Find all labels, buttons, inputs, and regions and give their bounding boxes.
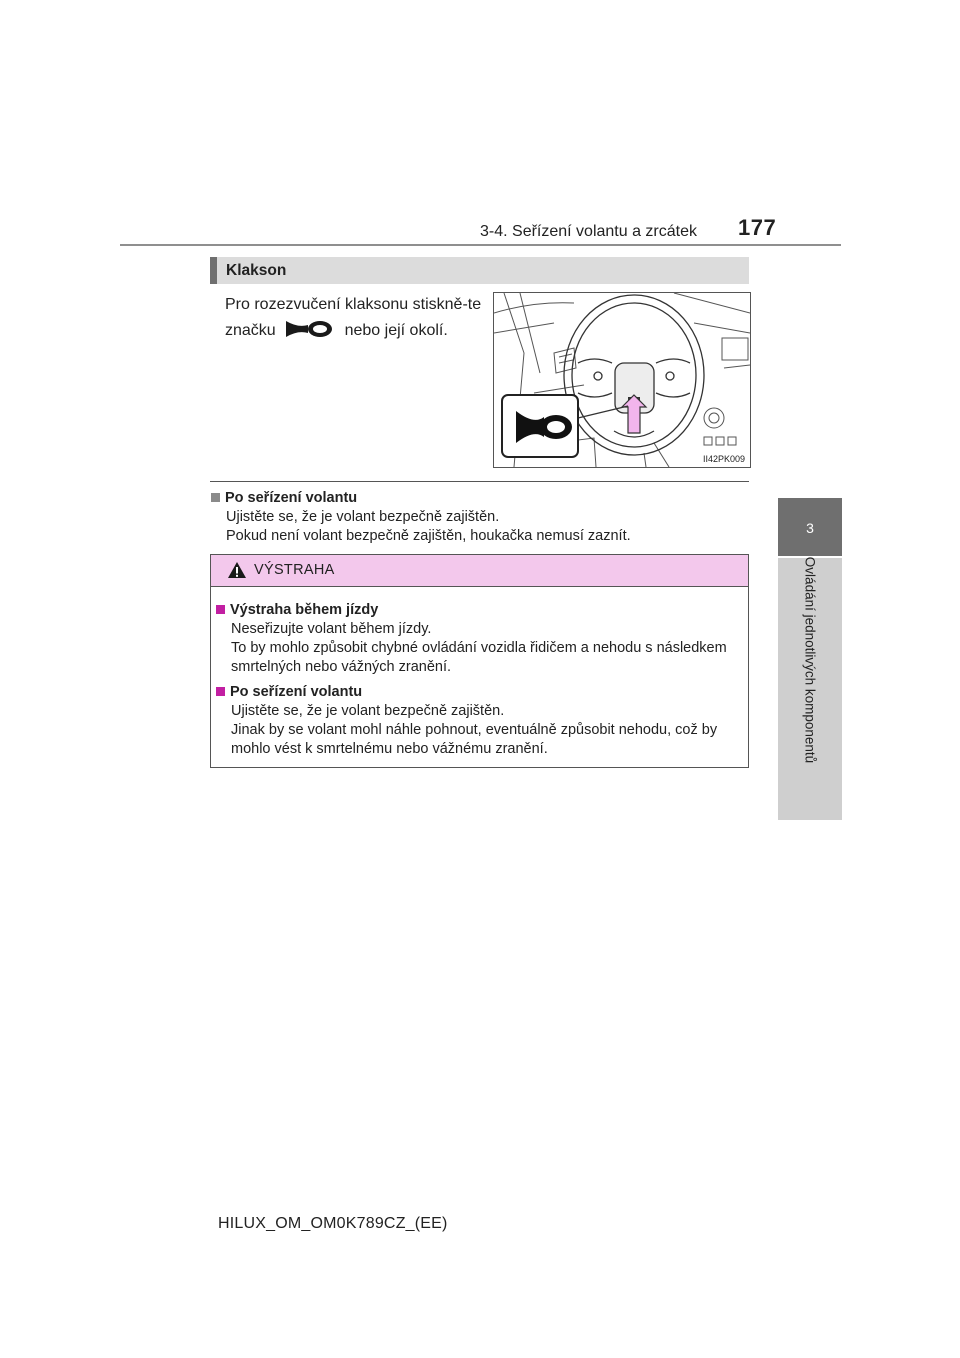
chapter-number: 3 [806,520,814,536]
note-line: Pokud není volant bezpečně zajištěn, houkačka nemusí zaznít. [226,528,631,544]
note-line: Ujistěte se, že je volant bezpečně zajištěn. [226,509,500,525]
note-heading-text: Po seřízení volantu [225,490,358,506]
header-rule [120,244,841,246]
warning-line: smrtelných nebo vážných zranění. [231,659,452,675]
intro-text-after: nebo její okolí. [344,322,448,339]
steering-wheel-illustration [494,293,750,467]
warning-line: mohlo vést k smrtelnému nebo vážnému zranění. [231,741,548,757]
warning-item-heading-text: Po seřízení volantu [230,684,363,700]
figure-code: II42PK009 [702,454,745,464]
note-heading [211,488,751,508]
chapter-tab [778,498,842,556]
warning-box [210,554,749,768]
note-block [211,488,751,546]
footer-doc-code: HILUX_OM_OM0K789CZ_(EE) [218,1215,448,1232]
section-heading-accent [210,257,217,284]
warning-item-heading [216,682,742,702]
section-end-rule [210,481,749,482]
chapter-title: Ovládání jednotlivých komponentů [802,556,818,764]
warning-line: To by mohlo způsobit chybné ovládání vozidla řidičem a nehodu s následkem [231,640,727,656]
section-intro [225,292,487,344]
running-header-section: 3-4. Seřízení volantu a zrcátek [480,223,697,240]
warning-bullet-icon [216,687,225,696]
warning-bullet-icon [216,605,225,614]
warning-label: VÝSTRAHA [254,562,335,578]
warning-item-heading [216,600,742,620]
page-number: 177 [738,215,777,240]
warning-line: Jinak by se volant mohl náhle pohnout, eventuálně způsobit nehodu, což by [231,722,718,738]
steering-wheel-figure [493,292,751,468]
note-bullet-icon [211,493,220,502]
warning-header [211,555,748,587]
horn-icon [284,319,336,339]
warning-item-heading-text: Výstraha během jízdy [230,602,379,618]
warning-body [211,587,748,759]
warning-line: Neseřizujte volant během jízdy. [231,621,432,637]
section-title: Klakson [226,262,287,279]
section-heading-bar [210,257,749,284]
warning-triangle-icon [227,561,247,579]
warning-line: Ujistěte se, že je volant bezpečně zajištěn. [231,703,505,719]
intro-text-before: Pro rozezvučení klaksonu stiskně-te značku [225,296,482,339]
